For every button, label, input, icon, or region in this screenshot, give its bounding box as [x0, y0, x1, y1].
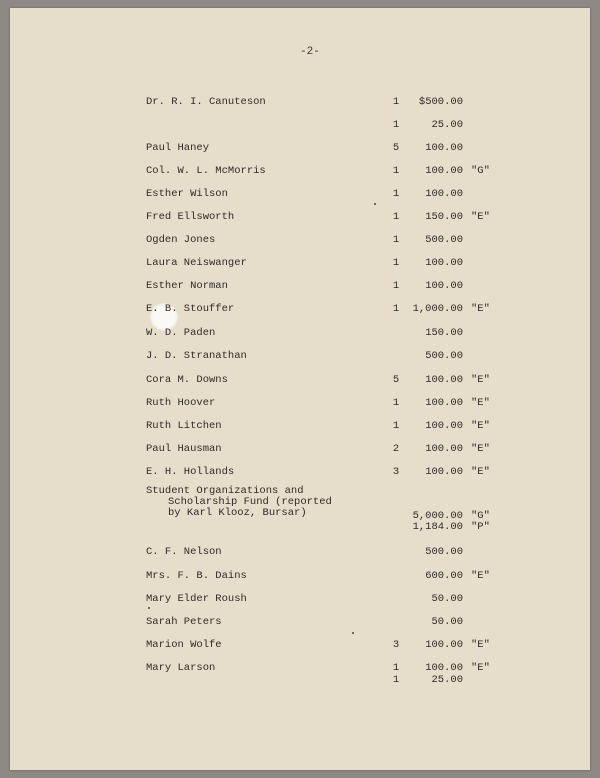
donor-name: Ogden Jones [146, 234, 216, 246]
donor-row [0, 638, 600, 654]
fund-code: "E" [471, 303, 490, 315]
donor-name: Sarah Peters [146, 616, 222, 628]
donor-row [0, 569, 600, 585]
donor-row [0, 118, 600, 134]
amount: 500.00 [425, 546, 463, 558]
amount: 150.00 [425, 327, 463, 339]
amount: 100.00 [425, 257, 463, 269]
donor-name: C. F. Nelson [146, 546, 222, 558]
amount: 1,184.00 [412, 521, 463, 533]
quantity: 1 [392, 397, 400, 409]
donor-name: Laura Neiswanger [146, 257, 247, 269]
donor-name: Ruth Litchen [146, 420, 222, 432]
amount: 100.00 [425, 280, 463, 292]
quantity: 3 [392, 466, 400, 478]
donor-name: Paul Hausman [146, 443, 222, 455]
amount: 50.00 [431, 593, 463, 605]
quantity: 1 [392, 119, 400, 131]
student-org-line-2: Scholarship Fund (reported [168, 496, 332, 508]
quantity: 1 [392, 303, 400, 315]
amount: 5,000.00 [412, 510, 463, 522]
student-org-line-3: by Karl Klooz, Bursar) [168, 507, 307, 519]
donor-row [0, 673, 600, 689]
student-org-line-1: Student Organizations and [146, 485, 304, 497]
fund-code: "E" [471, 443, 490, 455]
donor-row [0, 302, 600, 318]
amount: 25.00 [431, 674, 463, 686]
quantity: 1 [392, 96, 400, 108]
donor-name: Fred Ellsworth [146, 211, 235, 223]
donor-name: Mary Elder Roush [146, 593, 247, 605]
student-org-amount-row [0, 520, 600, 536]
donor-name: Esther Norman [146, 280, 228, 292]
amount: 100.00 [425, 397, 463, 409]
quantity: 1 [392, 234, 400, 246]
donor-row [0, 396, 600, 412]
fund-code: "G" [471, 165, 490, 177]
quantity: 1 [392, 280, 400, 292]
donor-row [0, 279, 600, 295]
amount: 100.00 [425, 466, 463, 478]
donor-name: Mrs. F. B. Dains [146, 570, 247, 582]
amount: 150.00 [425, 211, 463, 223]
amount: 100.00 [425, 165, 463, 177]
amount: 100.00 [425, 142, 463, 154]
amount: 100.00 [425, 420, 463, 432]
quantity: 1 [392, 211, 400, 223]
donor-name: Cora M. Downs [146, 374, 228, 386]
donor-row [0, 442, 600, 458]
amount: 100.00 [425, 374, 463, 386]
donor-name: E. H. Hollands [146, 466, 235, 478]
donor-row [0, 187, 600, 203]
donor-name: Col. W. L. McMorris [146, 165, 266, 177]
amount: 100.00 [425, 443, 463, 455]
fund-code: "E" [471, 374, 490, 386]
donor-row [0, 419, 600, 435]
quantity: 5 [392, 374, 400, 386]
donor-row [0, 164, 600, 180]
amount: $500.00 [418, 96, 463, 108]
donor-name: E. B. Stouffer [146, 303, 235, 315]
donor-row [0, 326, 600, 342]
quantity: 2 [392, 443, 400, 455]
amount: 100.00 [425, 188, 463, 200]
donor-name: Ruth Hoover [146, 397, 216, 409]
ink-speck [148, 607, 150, 609]
quantity: 3 [392, 639, 400, 651]
fund-code: "E" [471, 420, 490, 432]
donor-row [0, 465, 600, 481]
fund-code: "G" [471, 510, 490, 522]
donor-row [0, 349, 600, 365]
donor-row [0, 95, 600, 111]
fund-code: "E" [471, 211, 490, 223]
donor-row [0, 373, 600, 389]
amount: 600.00 [425, 570, 463, 582]
donor-row [0, 545, 600, 561]
fund-code: "E" [471, 397, 490, 409]
donor-name: Esther Wilson [146, 188, 228, 200]
quantity: 1 [392, 420, 400, 432]
donor-row [0, 615, 600, 631]
quantity: 1 [392, 662, 400, 674]
donor-name: Dr. R. I. Canuteson [146, 96, 266, 108]
quantity: 5 [392, 142, 400, 154]
donor-row [0, 141, 600, 157]
fund-code: "E" [471, 639, 490, 651]
amount: 100.00 [425, 639, 463, 651]
donor-name: Paul Haney [146, 142, 210, 154]
amount: 1,000.00 [412, 303, 463, 315]
donor-name: Marion Wolfe [146, 639, 222, 651]
fund-code: "P" [471, 521, 490, 533]
donor-row [0, 233, 600, 249]
ink-speck [374, 203, 376, 205]
donor-name: Mary Larson [146, 662, 216, 674]
fund-code: "E" [471, 662, 490, 674]
amount: 500.00 [425, 350, 463, 362]
donor-name: J. D. Stranathan [146, 350, 247, 362]
fund-code: "E" [471, 570, 490, 582]
fund-code: "E" [471, 466, 490, 478]
donor-row [0, 210, 600, 226]
amount: 25.00 [431, 119, 463, 131]
quantity: 1 [392, 165, 400, 177]
donor-row [0, 256, 600, 272]
donor-name: W. D. Paden [146, 327, 216, 339]
amount: 50.00 [431, 616, 463, 628]
donor-row [0, 592, 600, 608]
quantity: 1 [392, 188, 400, 200]
quantity: 1 [392, 674, 400, 686]
amount: 100.00 [425, 662, 463, 674]
page-number: -2- [300, 46, 320, 58]
ink-speck [352, 632, 354, 634]
quantity: 1 [392, 257, 400, 269]
amount: 500.00 [425, 234, 463, 246]
